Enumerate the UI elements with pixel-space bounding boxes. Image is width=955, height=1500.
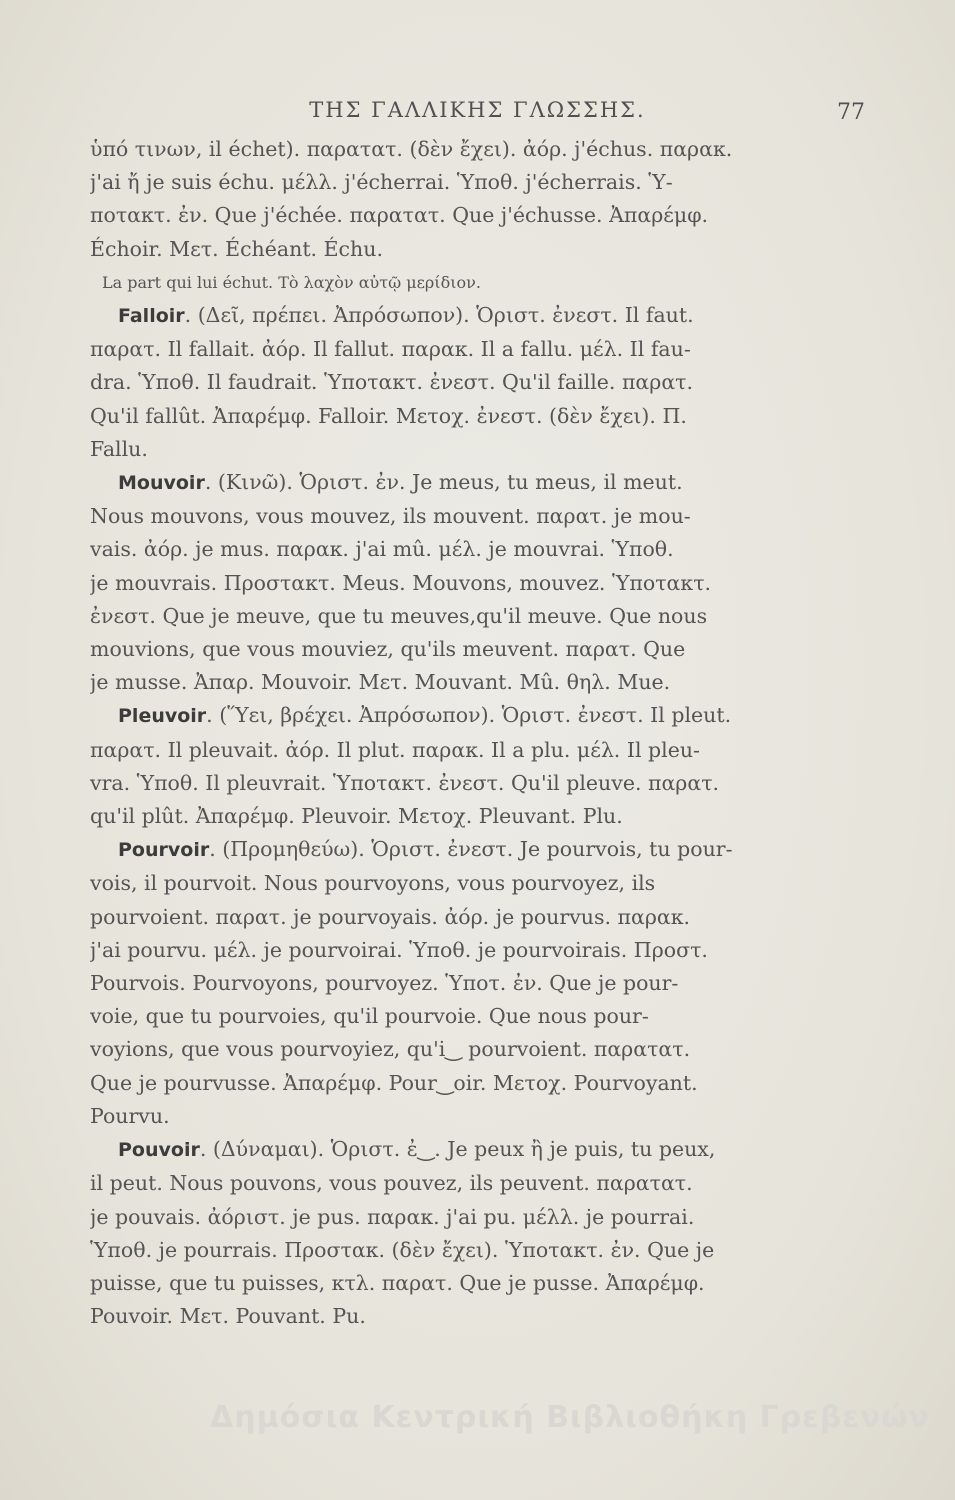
entry-line-pouvoir: Pouvoir. (Δύναμαι). Ὁριστ. ἐ‿. Je peux ἢ je puis, tu peux, bbox=[118, 1137, 716, 1162]
text-line: Nous mouvons, vous mouvez, ils mouvent. παρατ. je mou- bbox=[90, 504, 691, 529]
text-line: vois, il pourvoit. Nous pourvoyons, vous pourvoyez, ils bbox=[90, 871, 656, 896]
text-line: vais. ἀόρ. je mus. παρακ. j'ai mû. μέλ. je mouvrai. Ὑποθ. bbox=[90, 537, 674, 562]
text-line: Échoir. Μετ. Échéant. Échu. bbox=[90, 236, 383, 261]
entry-line-pleuvoir: Pleuvoir. (Ὕει, βρέχει. Ἀπρόσωπον). Ὁριστ. ἐνεστ. Il pleut. bbox=[118, 703, 732, 728]
verb-heading: Mouvoir bbox=[118, 472, 205, 495]
verb-heading: Falloir bbox=[118, 305, 185, 328]
verb-heading: Pouvoir bbox=[118, 1139, 200, 1162]
text-line: Pourvu. bbox=[90, 1103, 170, 1128]
entry-line-mouvoir: Mouvoir. (Κινῶ). Ὁριστ. ἐν. Je meus, tu meus, il meut. bbox=[118, 470, 683, 495]
text-line: παρατ. Il pleuvait. ἀόρ. Il plut. παρακ. Il a plu. μέλ. Il pleu- bbox=[90, 737, 700, 762]
text-line: Fallu. bbox=[90, 436, 148, 461]
text-line: j'ai ἤ je suis échu. μέλλ. j'écherrai. Ὑποθ. j'écherrais. Ὑ- bbox=[90, 170, 673, 195]
text-line: dra. Ὑποθ. Il faudrait. Ὑποτακτ. ἐνεστ. Qu'il faille. παρατ. bbox=[90, 370, 694, 395]
page-header bbox=[90, 98, 865, 128]
text-line: ὑπό τινων, il échet). παρατατ. (δὲν ἔχει). ἀόρ. j'échus. παρακ. bbox=[90, 137, 733, 161]
running-title: ΤΗΣ ΓΑΛΛΙΚΗΣ ΓΛΩΣΣΗΣ. bbox=[309, 98, 646, 122]
library-watermark: Δημόσια Κεντρική Βιβλιοθήκη Γρεβενών bbox=[210, 1400, 930, 1435]
text-line: pourvoient. παρατ. je pourvoyais. ἀόρ. je pourvus. παρακ. bbox=[90, 904, 691, 929]
text-line: qu'il plût. Ἀπαρέμφ. Pleuvoir. Μετοχ. Pleuvant. Plu. bbox=[90, 804, 623, 829]
entry-line-pourvoir: Pourvoir. (Προμηθεύω). Ὁριστ. ἐνεστ. Je pourvois, tu pour- bbox=[118, 837, 733, 862]
text-line: vra. Ὑποθ. Il pleuvrait. Ὑποτακτ. ἐνεστ. Qu'il pleuve. παρατ. bbox=[90, 770, 720, 795]
example-line: La part qui lui échut. Τὸ λαχὸν αὐτῷ μερίδιον. bbox=[102, 272, 481, 292]
text-line: Pourvois. Pourvoyons, pourvoyez. Ὑποτ. ἐν. Que je pour- bbox=[90, 971, 679, 996]
text-line: j'ai pourvu. μέλ. je pourvoirai. Ὑποθ. je pourvoirais. Προστ. bbox=[90, 937, 708, 962]
text-line: je musse. Ἀπαρ. Mouvoir. Μετ. Mouvant. Mû. θηλ. Mue. bbox=[90, 670, 671, 695]
text-line: Ὑποθ. je pourrais. Προστακ. (δὲν ἔχει). Ὑποτακτ. ἐν. Que je bbox=[90, 1237, 715, 1262]
text-line: mouvions, que vous mouviez, qu'ils meuvent. παρατ. Que bbox=[90, 637, 686, 662]
text-line: ἐνεστ. Que je meuve, que tu meuves,qu'il meuve. Que nous bbox=[90, 603, 708, 628]
text-line: puisse, que tu puisses, κτλ. παρατ. Que je pusse. Ἀπαρέμφ. bbox=[90, 1270, 705, 1295]
text-line: voie, que tu pourvoies, qu'il pourvoie. Que nous pour- bbox=[90, 1004, 649, 1029]
text-line: Pouvoir. Μετ. Pouvant. Pu. bbox=[90, 1304, 366, 1329]
body-text bbox=[90, 133, 825, 1333]
entry-line-falloir: Falloir. (Δεῖ, πρέπει. Ἀπρόσωπον). Ὁριστ. ἐνεστ. Il faut. bbox=[118, 303, 694, 328]
text-line: il peut. Nous pouvons, vous pouvez, ils peuvent. παρατατ. bbox=[90, 1171, 693, 1196]
verb-heading: Pleuvoir bbox=[118, 705, 207, 728]
page-number: 77 bbox=[837, 100, 865, 125]
text-line: je mouvrais. Προστακτ. Meus. Mouvons, mouvez. Ὑποτακτ. bbox=[90, 570, 712, 595]
text-line: ποτακτ. ἐν. Que j'échée. παρατατ. Que j'échusse. Ἀπαρέμφ. bbox=[90, 203, 709, 228]
text-line: Que je pourvusse. Ἀπαρέμφ. Pour‿oir. Μετοχ. Pourvoyant. bbox=[90, 1070, 698, 1095]
text-line: Qu'il fallût. Ἀπαρέμφ. Falloir. Μετοχ. ἐνεστ. (δὲν ἔχει). Π. bbox=[90, 403, 687, 428]
text-line: je pouvais. ἀόριστ. je pus. παρακ. j'ai pu. μέλλ. je pourrai. bbox=[90, 1204, 695, 1229]
verb-heading: Pourvoir bbox=[118, 839, 210, 862]
text-line: voyions, que vous pourvoyiez, qu'i‿ pourvoient. παρατατ. bbox=[90, 1037, 691, 1062]
text-line: παρατ. Il fallait. ἀόρ. Il fallut. παρακ. Il a fallu. μέλ. Il fau- bbox=[90, 337, 691, 362]
